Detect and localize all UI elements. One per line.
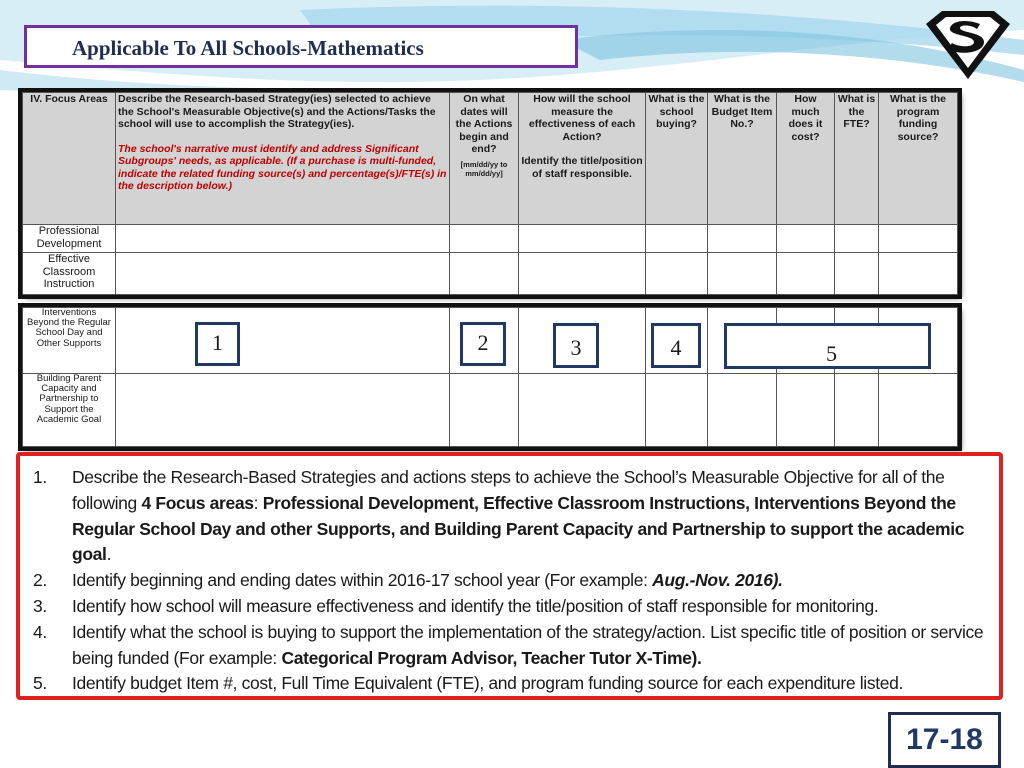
header-describe-strategy (116, 93, 450, 225)
instruction-item-1: 1. Describe the Research-Based Strategies and actions steps to achieve the School’s Measurable Objective for all of the following 4 Focus areas: Professional Development, Effective Classroom Instructions, Interventions Beyond the Regular School Day and other Supports, and Building Parent Capacity and Partnership to support the academic goal. (33, 467, 965, 565)
table-row (23, 374, 958, 447)
header-dates-format: [mm/dd/yy to mm/dd/yy] (460, 159, 508, 178)
header-fte: What is the FTE? (835, 93, 879, 225)
header-dates: On what dates will the Actions begin and end? [mm/dd/yy to mm/dd/yy] (450, 93, 519, 225)
header-buying: What is the school buying? (646, 93, 708, 225)
header-focus-areas: IV. Focus Areas (23, 93, 116, 225)
instruction-item-3: 3. Identify how school will measure effectiveness and identify the title/position of staff responsible for monitoring. (33, 595, 879, 616)
table-row (23, 253, 958, 295)
header-budget: What is the Budget Item No.? (708, 93, 777, 225)
action-plan-table-top (22, 92, 958, 295)
callout-5 (724, 323, 931, 369)
instructions-box (16, 452, 1003, 700)
callout-1: 1 (195, 322, 240, 366)
header-describe-note: The school's narrative must identify and address Significant Subgroups' needs, as applicable. (If a purchase is multi-funded, indicate the related funding source(s) and percentage(s)/FTE(s) in the description below.) (118, 142, 447, 192)
header-measure: How will the school measure the effectiveness of each Action? Identify the title/position of staff responsible. (519, 93, 646, 225)
row-label-effective-classroom: Effective Classroom Instruction (23, 253, 116, 295)
slide-title: Applicable To All Schools-Mathematics (72, 36, 424, 60)
callout-2: 2 (460, 322, 506, 366)
row-label-interventions: Interventions Beyond the Regular School Day and Other Supports (23, 308, 116, 374)
callout-4: 4 (651, 323, 701, 368)
slide-title-box (24, 25, 578, 68)
table-row (23, 225, 958, 253)
page-number: 17-18 (888, 712, 1001, 768)
callout-3: 3 (553, 323, 599, 368)
instruction-item-5: 5. Identify budget Item #, cost, Full Time Equivalent (FTE), and program funding source for each expenditure listed. (33, 673, 904, 694)
callout-5-label: 5 (826, 341, 837, 366)
header-describe-text: Describe the Research-based Strategy(ies) selected to achieve the School's Measurable Objective(s) and the Actions/Tasks the school will use to accomplish the Strategy(ies). (118, 93, 436, 130)
header-measure-identify: Identify the title/position of staff responsible. (521, 155, 643, 180)
row-label-professional-development: Professional Development (23, 225, 116, 253)
row-label-parent-capacity: Building Parent Capacity and Partnership to Support the Academic Goal (23, 374, 116, 447)
header-funding: What is the program funding source? (879, 93, 958, 225)
instruction-item-4: 4. Identify what the school is buying to support the implementation of the strategy/action. List specific title of position or service being funded (For example: Categorical Program Advisor, Teacher Tutor X-Time). (33, 621, 984, 668)
header-cost: How much does it cost? (777, 93, 835, 225)
superman-shield-icon (920, 8, 1016, 82)
instruction-item-2: 2. Identify beginning and ending dates within 2016-17 school year (For example: Aug.-Nov. 2016). (33, 570, 783, 591)
instructions-list (30, 465, 990, 697)
